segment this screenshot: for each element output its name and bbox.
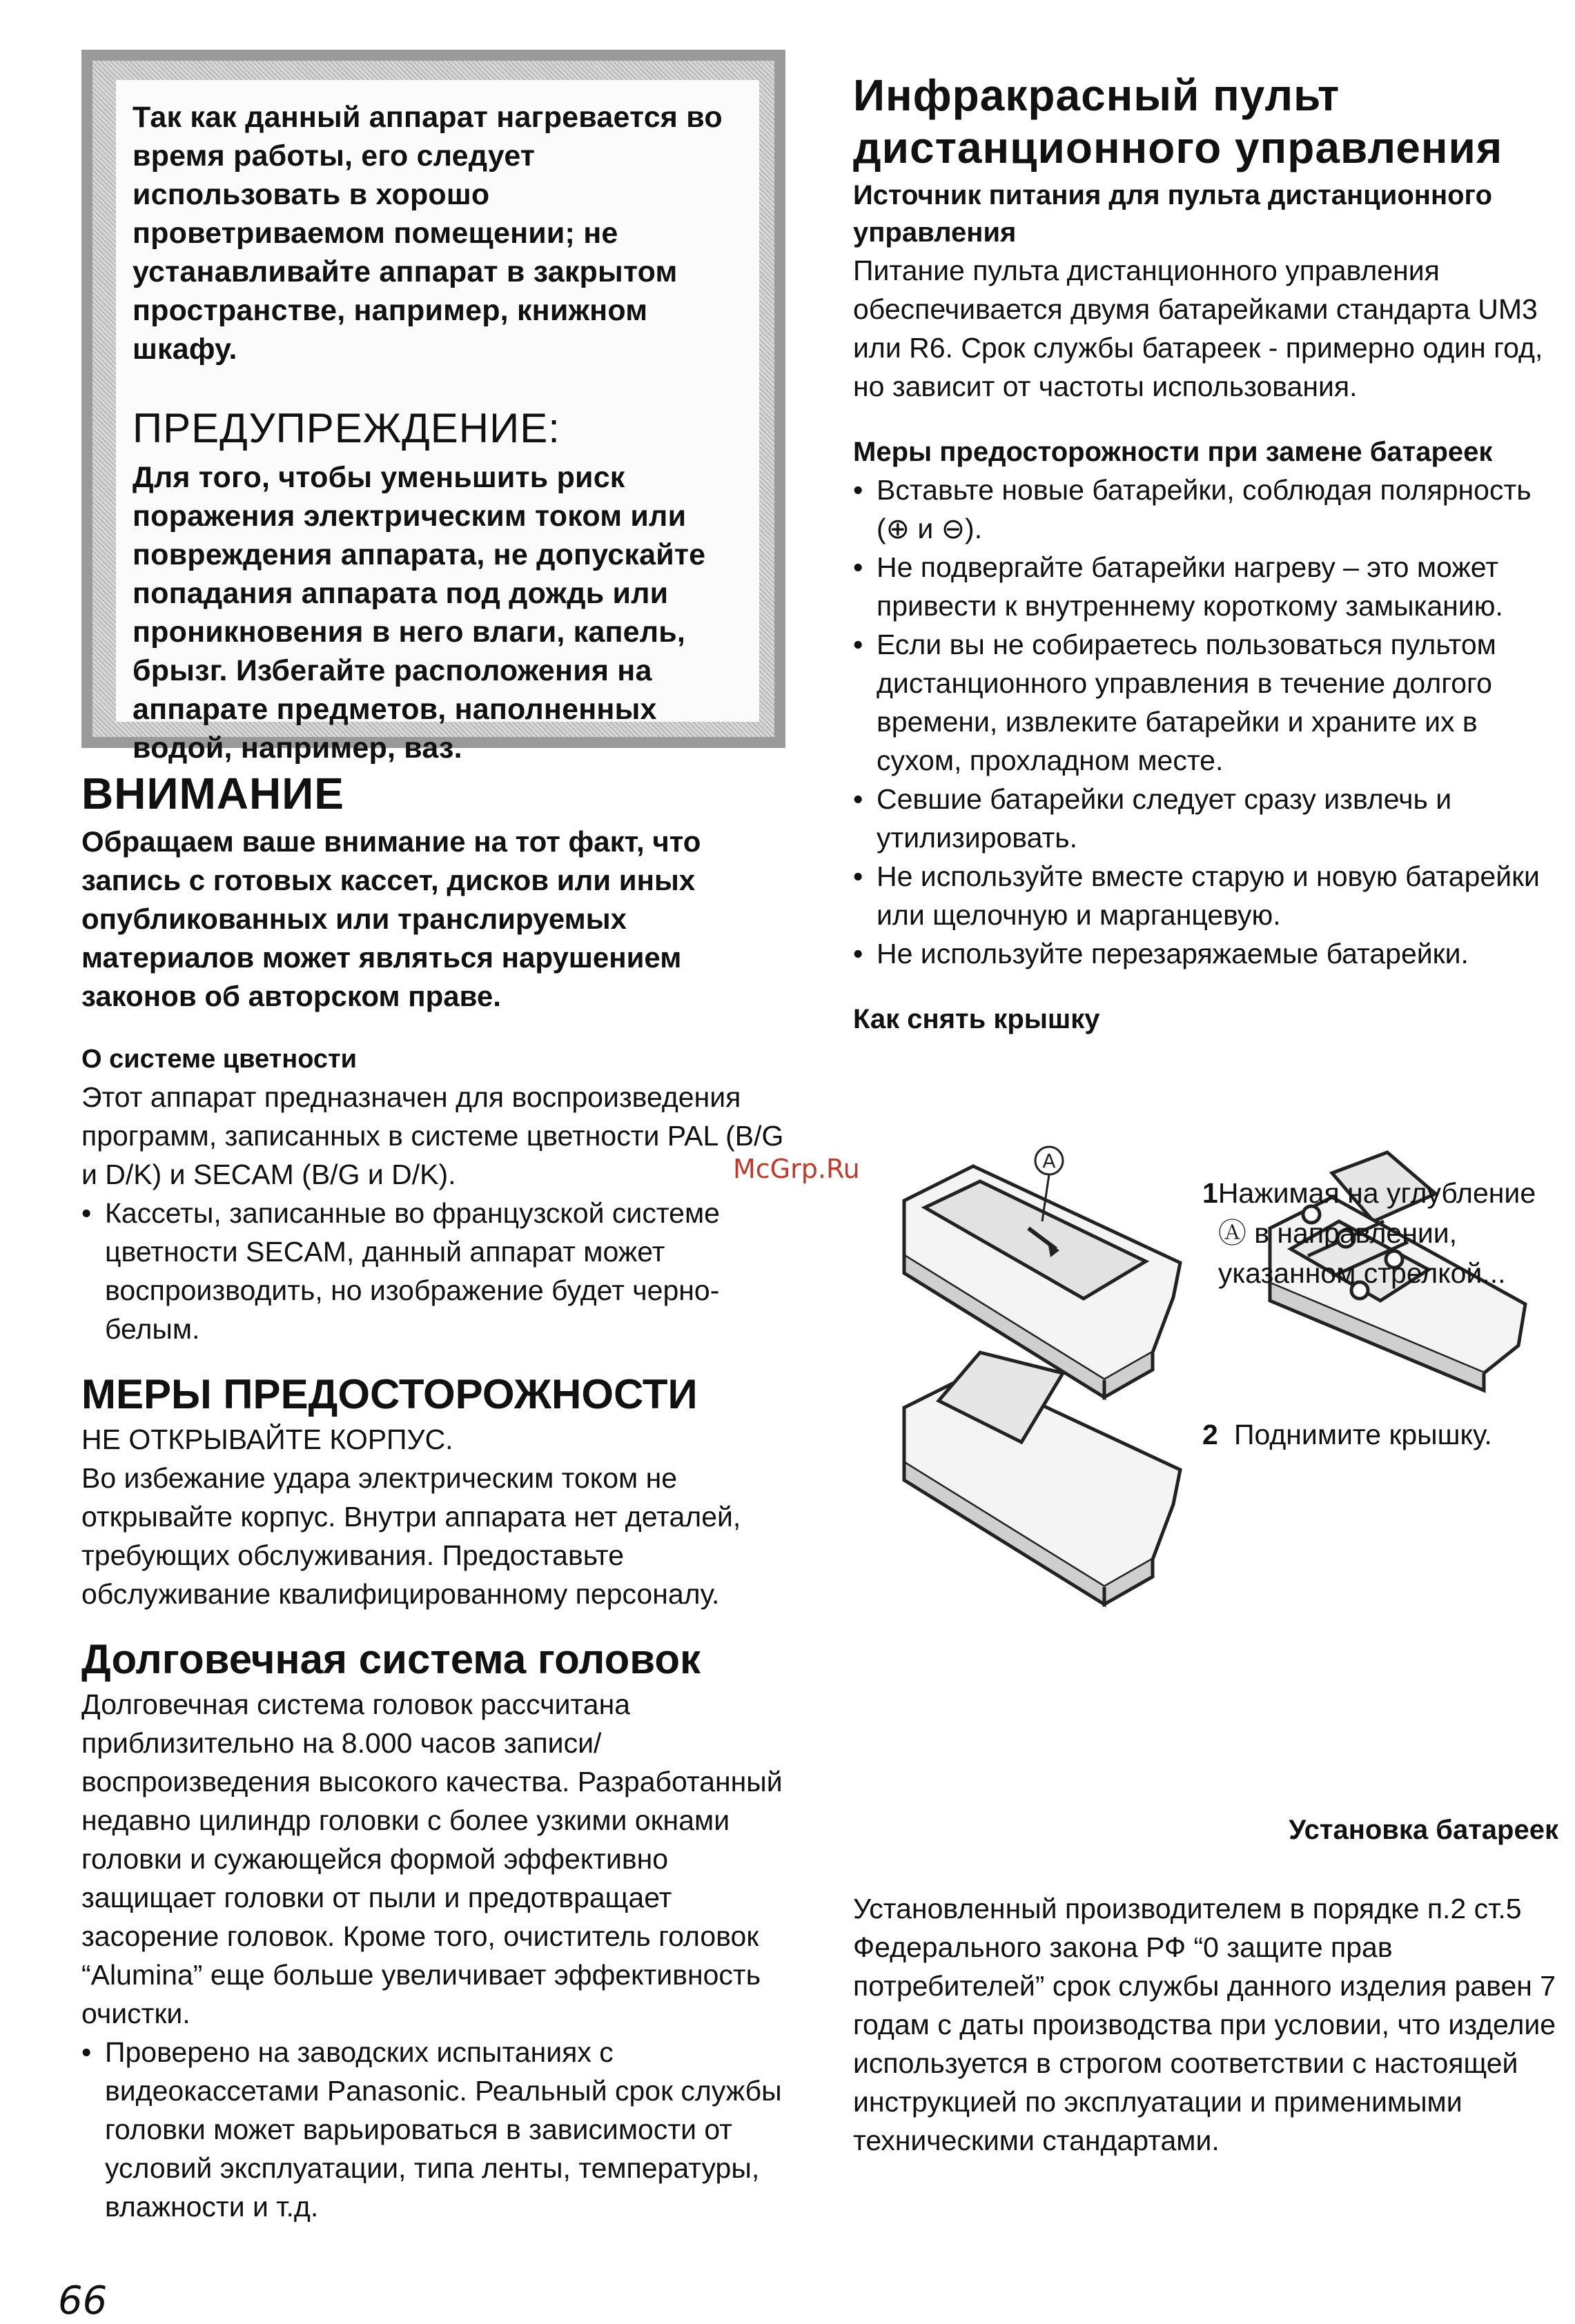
bullet-dot: • [853, 860, 863, 892]
bullet-dot: • [81, 1197, 92, 1229]
step-1-text: Нажимая на углубление Ⓐ в направлении, указанном стрелкой... [1217, 1177, 1536, 1289]
remote-power-title: Источник питания для пульта дистанционного управления [853, 180, 1493, 248]
list-item [853, 625, 1557, 780]
list-item [853, 471, 1557, 548]
precautions-text: Во избежание удара электрическим током не открывайте корпус. Внутри аппарата нет деталей, требующих обслуживания. Предоставьте обслуживание квалифицированному персоналу. [81, 1462, 741, 1610]
bullet-dot: • [853, 474, 863, 506]
heads-title: Долговечная система головок [81, 1636, 701, 1682]
battery-care-item: Не используйте перезаряжаемые батарейки. [877, 938, 1469, 969]
precautions-title: МЕРЫ ПРЕДОСТОРОЖНОСТИ [81, 1371, 698, 1417]
remote-power-text: Питание пульта дистанционного управления обеспечивается двумя батарейками стандарта UM3 или R6. Срок службы батареек - примерно один год, но зависит от частоты использования. [853, 255, 1543, 402]
remote-cover-open-illustration [904, 1352, 1180, 1604]
heads-bullet [81, 2033, 785, 2226]
battery-care-item: Если вы не собираетесь пользоваться пультом дистанционного управления в течение долгого времени, извлеките батарейки и храните их в сухом, прохладном месте. [877, 629, 1496, 776]
attention-text: Обращаем ваше внимание на тот факт, что запись с готовых кассет, дисков или иных опубликованных или транслируемых материалов может являться нарушением законов об авторском праве. [81, 825, 701, 1012]
battery-care-title: Меры предосторожности при замене батареек [853, 437, 1493, 467]
ventilation-warning: Так как данный аппарат нагревается во время работы, его следует использовать в хорошо проветриваемом помещении; не устанавливайте аппарат в закрытом пространстве, например, книжном шкафу. [133, 101, 723, 366]
page-number: 66 [58, 2278, 108, 2323]
service-life-text: Установленный производителем в порядке п.2 ст.5 Федерального закона РФ “0 защите прав потребителей” срок службы данного изделия равен 7 годам с даты производства при условии, что изделие используется в строгом соответствии с настоящей инструкцией по эксплуатации и применимыми техническими стандартами. [853, 1893, 1556, 2156]
bullet-dot: • [81, 2036, 92, 2068]
step-2-row [1202, 1415, 1561, 1455]
list-item [853, 934, 1557, 973]
battery-care-item: Не подвергайте батарейки нагреву – это может привести к внутреннему короткому замыканию. [877, 551, 1503, 622]
cover-title: Как снять крышку [853, 1004, 1100, 1034]
remote-title: Инфракрасный пульт дистанционного управления [853, 70, 1503, 173]
color-system-bullet-text: Кассеты, записанные во французской системе цветности SECAM, данный аппарат может воспроизводить, но изображение будет черно-белым. [105, 1197, 720, 1345]
watermark: McGrp.Ru [733, 1154, 860, 1184]
battery-care-list [853, 471, 1557, 973]
bullet-dot: • [853, 938, 863, 969]
step-2 [1202, 1415, 1561, 1455]
list-item [853, 780, 1557, 857]
attention-title: ВНИМАНИЕ [81, 769, 344, 818]
step-1-row [1202, 1173, 1561, 1293]
remote-cover-press-illustration [904, 1166, 1180, 1397]
battery-care-item: Севшие батарейки следует сразу извлечь и утилизировать. [877, 783, 1452, 854]
heads-text: Долговечная система головок рассчитана приблизительно на 8.000 часов записи/ воспроизведения высокого качества. Разработанный недавно цилиндр головки с более узкими окнами головки и сужающейся формой эффективно защищает головки от пыли и предотвращает засорение головок. Кроме того, очиститель головок “Alumina” еще больше увеличивает эффективность очистки. [81, 1688, 783, 2029]
color-system-title: О системе цветности [81, 1045, 358, 1074]
bullet-dot: • [853, 783, 863, 815]
heads-bullet-text: Проверено на заводских испытаниях с видеокассетами Panasonic. Реальный срок службы головки может варьироваться в зависимости от условий эксплуатации, типа ленты, температуры, влажности и т.д. [105, 2036, 782, 2223]
left-column [81, 767, 785, 2226]
color-system-text: Этот аппарат предназначен для воспроизведения программ, записанных в системе цветности PAL (B/G и D/K) и SECAM (B/G и D/K). [81, 1081, 784, 1190]
list-item [853, 857, 1557, 934]
battery-care-item: Вставьте новые батарейки, соблюдая полярность (⊕ и ⊖). [877, 474, 1532, 544]
warning-text: Для того, чтобы уменьшить риск поражения электрическим током или повреждения аппарата, не допускайте попадания аппарата под дождь или проникновения в него влаги, капель, брызг. Избегайте расположения на аппарате предметов, наполненных водой, например, ваз. [133, 461, 706, 765]
warning-title: ПРЕДУПРЕЖДЕНИЕ: [133, 405, 560, 451]
battery-install-caption: Установка батареек [1289, 1815, 1558, 1845]
battery-care-item: Не используйте вместе старую и новую батарейки или щелочную и марганцевую. [877, 860, 1540, 931]
list-item [853, 548, 1557, 625]
warning-box-inner [116, 80, 759, 765]
warning-box [81, 50, 785, 765]
step-1-number: 1 [1202, 1177, 1218, 1209]
right-column [853, 69, 1557, 1038]
marker-a-text: A [1042, 1150, 1056, 1172]
step-2-text: Поднимите крышку. [1234, 1419, 1492, 1450]
precautions-line1: НЕ ОТКРЫВАЙТЕ КОРПУС. [81, 1424, 453, 1455]
bullet-dot: • [853, 551, 863, 583]
step-1 [1202, 1173, 1561, 1293]
color-system-bullet [81, 1194, 785, 1348]
step-2-number: 2 [1202, 1419, 1218, 1450]
bullet-dot: • [853, 629, 863, 660]
